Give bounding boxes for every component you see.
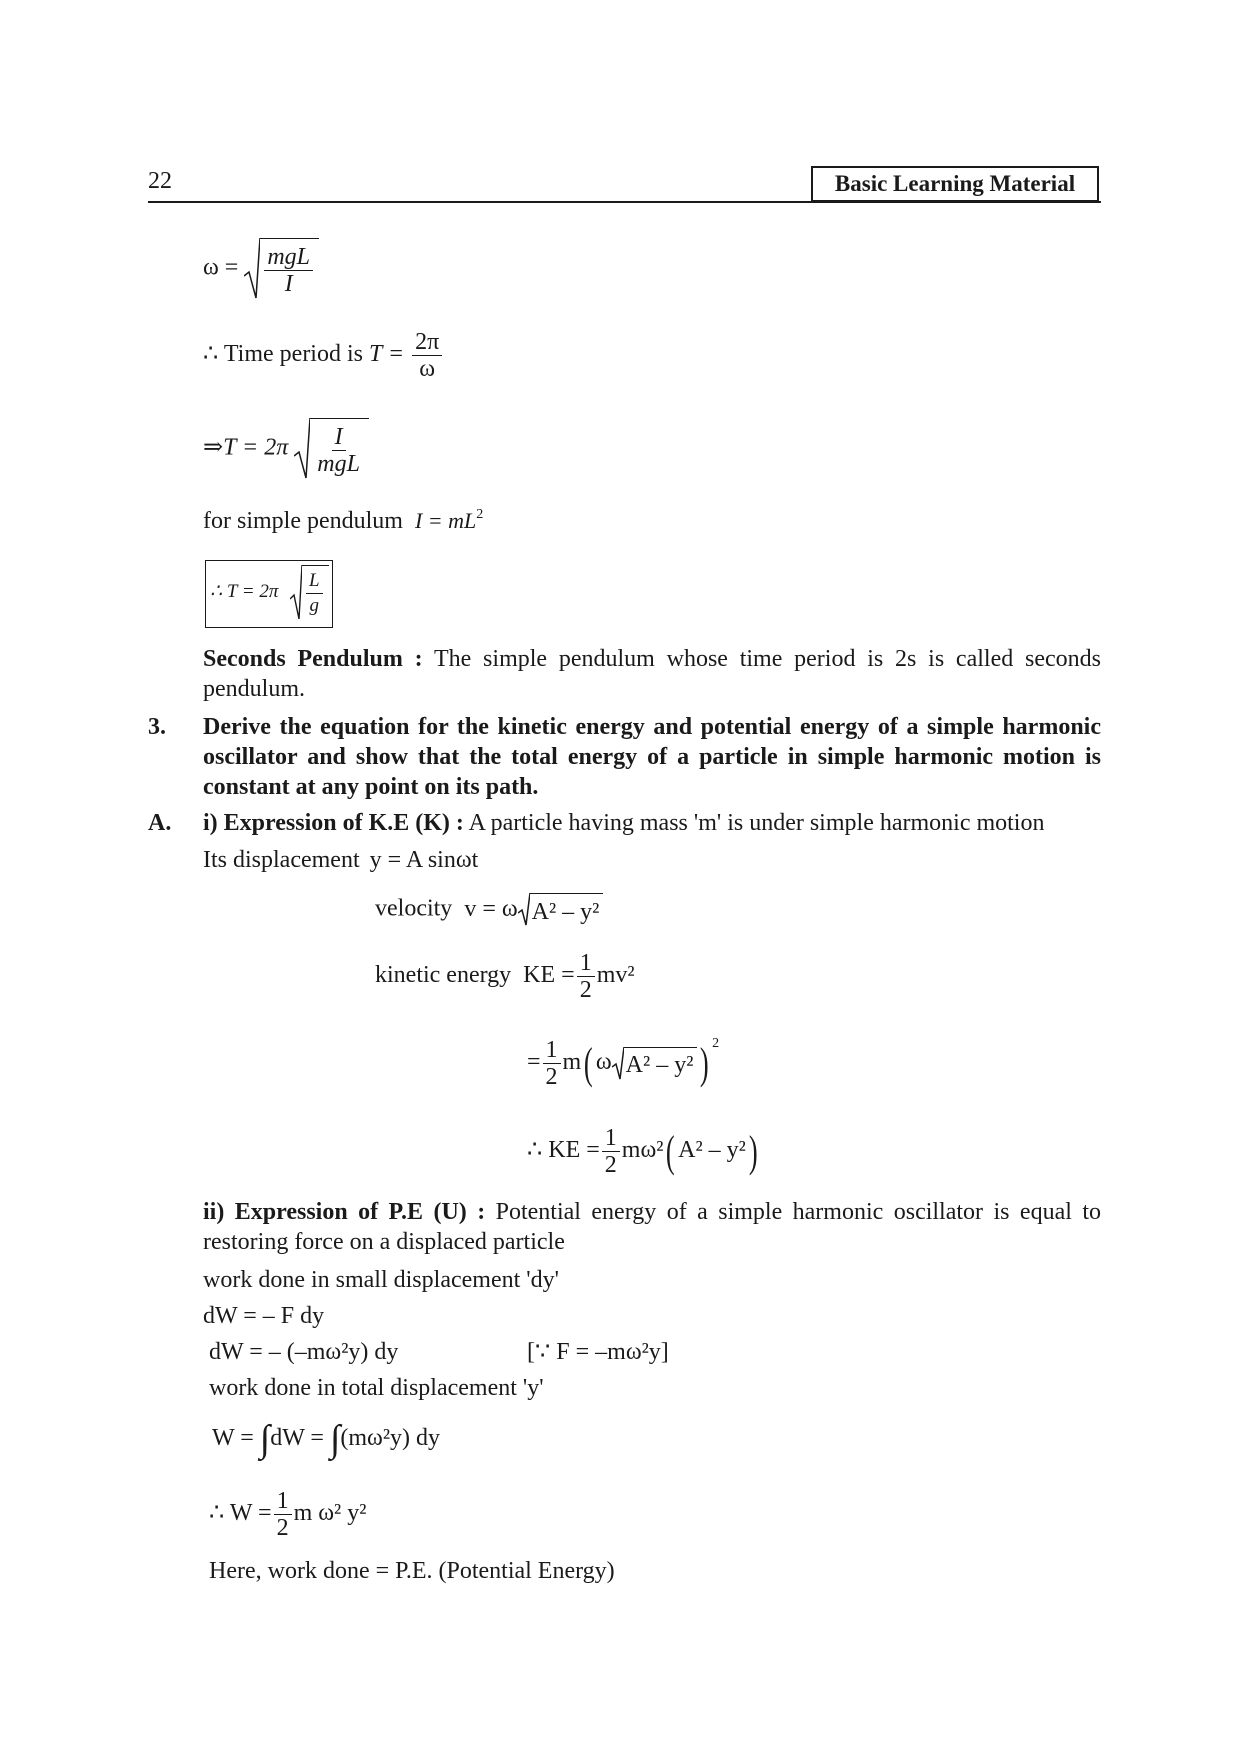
displacement-equation: y = A sinωt (369, 847, 479, 873)
two-denominator: 2 (545, 1064, 558, 1090)
seconds-pendulum-label: Seconds Pendulum : (203, 646, 423, 672)
sqrt-radical (612, 1047, 698, 1081)
ke-final-line (527, 1125, 761, 1178)
implies-equation (203, 418, 369, 480)
one-numerator: 1 (577, 950, 595, 977)
ke-step-equals: = (527, 1049, 541, 1076)
time-period-numerator: 2π (412, 329, 442, 356)
seconds-pendulum-paragraph (203, 644, 1101, 704)
time-period-lhs: T = (368, 341, 405, 368)
sqrt-radical (290, 565, 329, 621)
implies-denominator: mgL (317, 451, 360, 477)
left-paren: ( (584, 1038, 593, 1088)
simple-pendulum-exponent: 2 (476, 507, 484, 522)
two-denominator: 2 (604, 1152, 617, 1178)
dw-equation-1: dW = – F dy (203, 1303, 325, 1329)
pe-intro: Potential energy of a simple harmonic oscillator is equal to restoring force on a displaced particle (203, 1199, 1101, 1255)
implies-arrow: ⇒ (203, 434, 224, 461)
because-note: [∵ F = –mω²y] (527, 1339, 669, 1365)
velocity-lhs: v = ω (464, 895, 518, 922)
answer-label: A. (148, 810, 172, 836)
ke-heading-line (203, 808, 1044, 838)
ke-intro: A particle having mass 'm' is under simple harmonic motion (468, 810, 1045, 836)
ke-step-omega: ω (595, 1049, 612, 1076)
question-number: 3. (148, 714, 166, 740)
ke-final-mass-omega: mω² (621, 1137, 664, 1164)
ke-final-paren-content: A² – y² (678, 1137, 746, 1164)
kinetic-energy-line (375, 950, 635, 1003)
page-number: 22 (148, 168, 172, 194)
sqrt-radical (518, 893, 604, 927)
work-final-rhs: m ω² y² (293, 1500, 367, 1527)
simple-pendulum-eq: I = mL (414, 508, 477, 533)
integral-sign: ∫ (259, 1418, 271, 1461)
time-period-line (203, 329, 444, 382)
velocity-radicand: A² – y² (530, 893, 604, 927)
one-numerator: 1 (543, 1037, 561, 1064)
ke-step-radicand: A² – y² (624, 1047, 698, 1081)
displacement-line (203, 845, 478, 875)
question-text: Derive the equation for the kinetic energy and potential energy of a simple harmonic oscillator and show that the total energy of a particle in simple harmonic motion is constant at any point on its path. (203, 714, 1101, 800)
omega-lhs: ω = (203, 254, 239, 281)
boxed-lhs: ∴ T = 2π (210, 581, 279, 602)
work-final-line (209, 1488, 366, 1541)
ke-heading: i) Expression of K.E (K) : (203, 810, 464, 836)
kinetic-energy-text: kinetic energy (375, 962, 512, 989)
time-period-denominator: ω (419, 356, 436, 382)
right-paren: ) (748, 1126, 758, 1176)
omega-denominator: I (284, 271, 293, 297)
implies-lhs: T = 2π (223, 434, 289, 461)
therefore-symbol: ∴ (203, 341, 219, 368)
seconds-pendulum-text: The simple pendulum whose time period is 2s is called seconds pendulum. (203, 646, 1101, 702)
here-text: Here, work done = P.E. (Potential Energy) (209, 1558, 615, 1584)
displacement-text: Its displacement (203, 847, 360, 873)
two-denominator: 2 (579, 977, 592, 1003)
sqrt-radical (294, 418, 369, 480)
work-small-text: work done in small displacement 'dy' (203, 1267, 559, 1293)
pe-paragraph (203, 1197, 1101, 1257)
omega-equation (203, 238, 319, 300)
integral-sign: ∫ (329, 1418, 341, 1461)
work-dw: dW = (270, 1425, 324, 1451)
one-numerator: 1 (602, 1125, 620, 1152)
work-total-text: work done in total displacement 'y' (209, 1375, 544, 1401)
velocity-text: velocity (375, 895, 453, 922)
sqrt-radical (244, 238, 319, 300)
implies-numerator: I (332, 424, 346, 451)
kinetic-energy-lhs: KE = (523, 962, 575, 989)
running-title: Basic Learning Material (811, 166, 1099, 202)
mv-squared: mv² (596, 962, 635, 989)
velocity-line (375, 893, 603, 927)
two-denominator: 2 (276, 1515, 289, 1541)
work-lhs: W = (212, 1425, 254, 1451)
left-paren: ( (666, 1126, 676, 1176)
simple-pendulum-text: for simple pendulum (203, 508, 403, 534)
header-rule (148, 201, 1101, 203)
ke-step-mass: m (562, 1049, 582, 1076)
simple-pendulum-line (203, 506, 483, 536)
pe-heading: ii) Expression of P.E (U) : (203, 1199, 486, 1225)
boxed-denominator: g (309, 595, 320, 616)
ke-step-exponent: 2 (712, 1036, 720, 1052)
ke-step-line (527, 1037, 719, 1090)
work-final-lhs: ∴ W = (209, 1500, 272, 1527)
work-integral-line (212, 1418, 441, 1461)
time-period-text: Time period is (223, 341, 363, 368)
boxed-result (205, 560, 333, 628)
ke-final-lhs: ∴ KE = (527, 1137, 600, 1164)
right-paren: ) (700, 1038, 710, 1088)
work-integrand: (mω²y) dy (340, 1425, 441, 1451)
omega-numerator: mgL (264, 244, 313, 271)
dw-equation-2: dW = – (–mω²y) dy (209, 1339, 399, 1365)
one-numerator: 1 (274, 1488, 292, 1515)
boxed-numerator: L (306, 569, 323, 594)
